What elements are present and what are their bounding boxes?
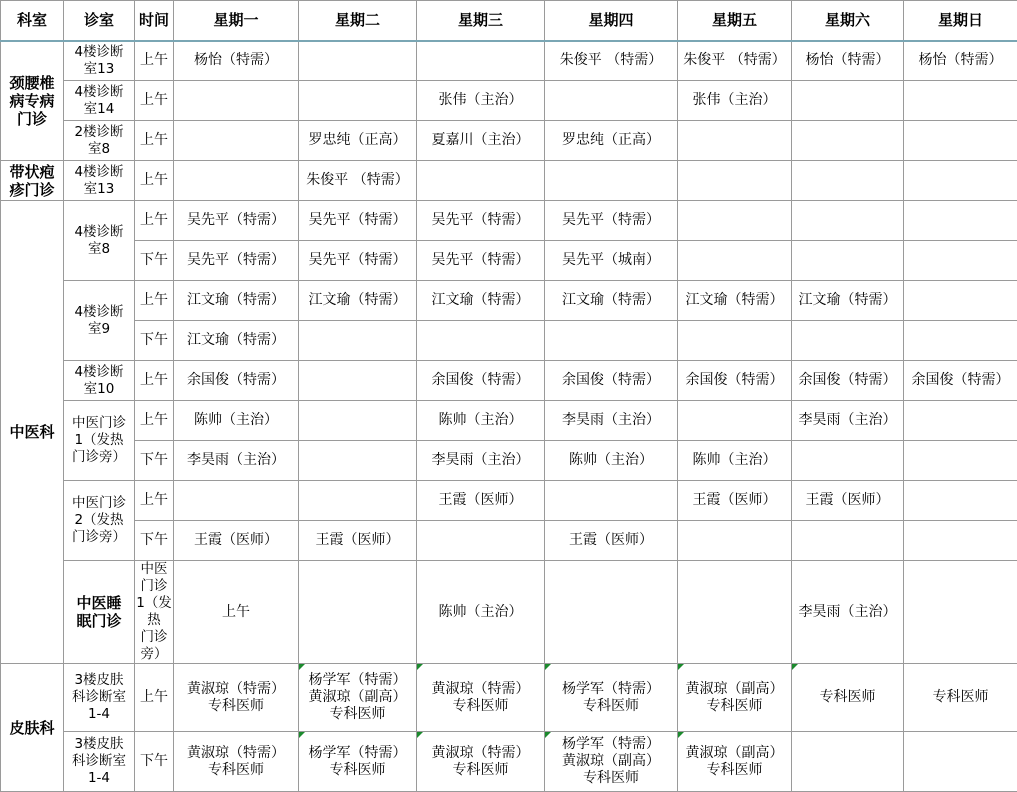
doctor-text: 朱俊平 （特需） <box>560 52 662 68</box>
doctor-cell <box>678 561 792 664</box>
doctor-cell <box>545 664 678 732</box>
doctor-cell <box>545 121 678 161</box>
doctor-text: 杨怡（特需） <box>194 52 278 68</box>
doctor-text: 黄淑琼（特需） 专科医师 <box>432 681 530 714</box>
doctor-cell <box>792 561 904 664</box>
doctor-text: 罗忠纯（正高） <box>562 132 660 148</box>
doctor-text: 吴先平（特需） <box>187 252 285 268</box>
doctor-cell <box>417 241 545 281</box>
column-header: 星期二 <box>299 1 417 41</box>
doctor-text: 王霞（医师） <box>194 532 278 548</box>
doctor-cell <box>904 321 1017 361</box>
table-row <box>1 361 1017 401</box>
time-cell: 下午 <box>135 521 174 561</box>
doctor-text: 夏嘉川（主治） <box>432 132 530 148</box>
doctor-text: 吴先平（特需） <box>309 212 407 228</box>
doctor-cell <box>545 361 678 401</box>
doctor-cell <box>174 241 299 281</box>
table-row <box>1 161 1017 201</box>
doctor-cell <box>904 401 1017 441</box>
table-row <box>1 441 1017 481</box>
doctor-text: 李昊雨（主治） <box>799 412 897 428</box>
doctor-cell <box>904 281 1017 321</box>
doctor-text: 黄淑琼（特需） 专科医师 <box>187 745 285 778</box>
doctor-text: 陈帅（主治） <box>693 452 777 468</box>
table-row <box>1 321 1017 361</box>
doctor-cell <box>678 81 792 121</box>
doctor-cell <box>299 441 417 481</box>
doctor-cell <box>678 361 792 401</box>
doctor-text: 余国俊（特需） <box>799 372 897 388</box>
comment-marker-icon <box>678 732 684 738</box>
doctor-text: 吴先平（特需） <box>432 212 530 228</box>
doctor-cell <box>174 401 299 441</box>
doctor-text: 江文瑜（特需） <box>686 292 784 308</box>
room-cell: 4楼诊断 室14 <box>64 81 135 121</box>
doctor-cell <box>678 401 792 441</box>
time-cell: 上午 <box>135 664 174 732</box>
doctor-text: 黄淑琼（副高） 专科医师 <box>686 745 784 778</box>
doctor-cell <box>792 321 904 361</box>
comment-marker-icon <box>678 664 684 670</box>
comment-marker-icon <box>792 664 798 670</box>
doctor-cell <box>299 321 417 361</box>
table-row <box>1 401 1017 441</box>
time-cell: 上午 <box>135 201 174 241</box>
comment-marker-icon <box>417 664 423 670</box>
doctor-cell <box>417 664 545 732</box>
doctor-cell <box>417 281 545 321</box>
room-cell: 4楼诊断 室8 <box>64 201 135 281</box>
doctor-cell <box>545 81 678 121</box>
doctor-cell <box>174 732 299 792</box>
doctor-text: 王霞（医师） <box>693 492 777 508</box>
doctor-text: 江文瑜（特需） <box>432 292 530 308</box>
doctor-cell <box>792 81 904 121</box>
doctor-cell <box>792 732 904 792</box>
table-row <box>1 201 1017 241</box>
department-cell: 中医睡 眠门诊 <box>64 561 135 664</box>
doctor-text: 王霞（医师） <box>439 492 523 508</box>
doctor-text: 吴先平（特需） <box>309 252 407 268</box>
doctor-text: 江文瑜（特需） <box>562 292 660 308</box>
doctor-cell <box>904 441 1017 481</box>
room-cell: 3楼皮肤 科诊断室 1-4 <box>64 732 135 792</box>
room-cell: 4楼诊断 室10 <box>64 361 135 401</box>
doctor-text: 张伟（主治） <box>439 92 523 108</box>
doctor-cell <box>417 321 545 361</box>
doctor-text: 李昊雨（主治） <box>187 452 285 468</box>
comment-marker-icon <box>545 732 551 738</box>
doctor-cell <box>299 241 417 281</box>
doctor-cell <box>792 521 904 561</box>
doctor-cell <box>299 201 417 241</box>
doctor-cell <box>417 561 545 664</box>
doctor-cell <box>904 81 1017 121</box>
department-cell: 颈腰椎 病专病 门诊 <box>1 41 64 161</box>
doctor-cell <box>678 321 792 361</box>
doctor-cell <box>174 664 299 732</box>
doctor-cell <box>904 41 1017 81</box>
doctor-text: 余国俊（特需） <box>686 372 784 388</box>
doctor-cell <box>174 121 299 161</box>
department-cell: 中医科 <box>1 201 64 664</box>
doctor-text: 余国俊（特需） <box>562 372 660 388</box>
doctor-cell <box>792 361 904 401</box>
table-row <box>1 241 1017 281</box>
doctor-text: 江文瑜（特需） <box>187 292 285 308</box>
doctor-cell <box>792 481 904 521</box>
time-cell: 上午 <box>135 121 174 161</box>
time-cell: 上午 <box>135 481 174 521</box>
doctor-text: 陈帅（主治） <box>569 452 653 468</box>
doctor-text: 专科医师 <box>933 689 989 705</box>
doctor-cell <box>545 201 678 241</box>
doctor-cell <box>904 561 1017 664</box>
column-header: 星期三 <box>417 1 545 41</box>
doctor-text: 王霞（医师） <box>569 532 653 548</box>
doctor-cell <box>678 521 792 561</box>
doctor-cell <box>904 121 1017 161</box>
doctor-cell <box>545 161 678 201</box>
doctor-cell <box>792 281 904 321</box>
doctor-cell <box>792 161 904 201</box>
doctor-cell <box>678 281 792 321</box>
doctor-cell <box>678 441 792 481</box>
doctor-text: 朱俊平 （特需） <box>306 172 408 188</box>
doctor-cell <box>792 241 904 281</box>
doctor-cell <box>904 521 1017 561</box>
room-cell: 4楼诊断 室9 <box>64 281 135 361</box>
doctor-text: 杨怡（特需） <box>806 52 890 68</box>
comment-marker-icon <box>299 732 305 738</box>
time-cell: 下午 <box>135 321 174 361</box>
doctor-cell <box>174 81 299 121</box>
department-cell: 带状疱 疹门诊 <box>1 161 64 201</box>
doctor-text: 江文瑜（特需） <box>187 332 285 348</box>
table-row <box>1 521 1017 561</box>
doctor-cell <box>904 664 1017 732</box>
doctor-cell <box>904 241 1017 281</box>
time-cell: 上午 <box>135 41 174 81</box>
table-header <box>1 1 1017 41</box>
doctor-cell <box>545 281 678 321</box>
doctor-cell <box>417 81 545 121</box>
doctor-cell <box>299 81 417 121</box>
doctor-cell <box>299 561 417 664</box>
doctor-cell <box>299 521 417 561</box>
doctor-text: 吴先平（特需） <box>187 212 285 228</box>
time-cell: 上午 <box>135 161 174 201</box>
table-body <box>1 41 1017 792</box>
time-cell: 下午 <box>135 241 174 281</box>
table-row <box>1 664 1017 732</box>
doctor-cell <box>417 481 545 521</box>
doctor-text: 杨学军（特需） 黄淑琼（副高） 专科医师 <box>309 672 407 722</box>
table-row <box>1 41 1017 81</box>
table-row <box>1 481 1017 521</box>
doctor-cell <box>417 201 545 241</box>
doctor-text: 杨学军（特需） 专科医师 <box>562 681 660 714</box>
table-row <box>1 281 1017 321</box>
doctor-text: 李昊雨（主治） <box>432 452 530 468</box>
doctor-cell <box>678 664 792 732</box>
time-cell: 上午 <box>135 401 174 441</box>
column-header: 时间 <box>135 1 174 41</box>
doctor-cell <box>174 521 299 561</box>
doctor-text: 余国俊（特需） <box>432 372 530 388</box>
column-header: 诊室 <box>64 1 135 41</box>
room-cell: 3楼皮肤 科诊断室 1-4 <box>64 664 135 732</box>
doctor-cell <box>545 481 678 521</box>
doctor-text: 余国俊（特需） <box>912 372 1010 388</box>
doctor-text: 江文瑜（特需） <box>799 292 897 308</box>
time-cell: 上午 <box>174 561 299 664</box>
doctor-text: 余国俊（特需） <box>187 372 285 388</box>
doctor-cell <box>545 561 678 664</box>
doctor-cell <box>174 281 299 321</box>
doctor-text: 黄淑琼（特需） 专科医师 <box>432 745 530 778</box>
column-header: 星期五 <box>678 1 792 41</box>
column-header: 星期四 <box>545 1 678 41</box>
doctor-cell <box>299 732 417 792</box>
doctor-cell <box>174 321 299 361</box>
doctor-cell <box>792 201 904 241</box>
doctor-text: 吴先平（特需） <box>432 252 530 268</box>
table-row <box>1 561 1017 664</box>
room-cell: 4楼诊断 室13 <box>64 41 135 81</box>
doctor-cell <box>904 201 1017 241</box>
doctor-cell <box>678 121 792 161</box>
doctor-cell <box>545 732 678 792</box>
column-header: 科室 <box>1 1 64 41</box>
doctor-text: 江文瑜（特需） <box>309 292 407 308</box>
doctor-text: 王霞（医师） <box>806 492 890 508</box>
doctor-cell <box>678 161 792 201</box>
table-row <box>1 121 1017 161</box>
doctor-text: 吴先平（特需） <box>562 212 660 228</box>
doctor-cell <box>792 401 904 441</box>
doctor-text: 张伟（主治） <box>693 92 777 108</box>
doctor-cell <box>545 41 678 81</box>
doctor-text: 杨怡（特需） <box>919 52 1003 68</box>
doctor-cell <box>417 121 545 161</box>
doctor-cell <box>417 521 545 561</box>
time-cell: 上午 <box>135 361 174 401</box>
doctor-text: 陈帅（主治） <box>439 604 523 620</box>
room-cell: 中医门诊 1（发热 门诊旁） <box>135 561 174 664</box>
doctor-cell <box>417 161 545 201</box>
doctor-cell <box>678 481 792 521</box>
doctor-text: 吴先平（城南） <box>562 252 660 268</box>
doctor-cell <box>792 441 904 481</box>
doctor-cell <box>174 481 299 521</box>
doctor-text: 李昊雨（主治） <box>562 412 660 428</box>
doctor-cell <box>678 241 792 281</box>
doctor-cell <box>299 664 417 732</box>
doctor-text: 李昊雨（主治） <box>799 604 897 620</box>
doctor-text: 黄淑琼（特需） 专科医师 <box>187 681 285 714</box>
doctor-cell <box>174 201 299 241</box>
doctor-cell <box>299 161 417 201</box>
doctor-cell <box>174 41 299 81</box>
doctor-cell <box>299 361 417 401</box>
doctor-cell <box>904 732 1017 792</box>
room-cell: 中医门诊 2（发热 门诊旁） <box>64 481 135 561</box>
doctor-text: 专科医师 <box>820 689 876 705</box>
time-cell: 上午 <box>135 281 174 321</box>
doctor-cell <box>299 401 417 441</box>
doctor-cell <box>417 732 545 792</box>
doctor-cell <box>417 41 545 81</box>
table-row <box>1 81 1017 121</box>
doctor-cell <box>299 41 417 81</box>
doctor-cell <box>545 241 678 281</box>
doctor-cell <box>792 664 904 732</box>
doctor-cell <box>174 361 299 401</box>
doctor-cell <box>678 41 792 81</box>
doctor-cell <box>417 361 545 401</box>
time-cell: 上午 <box>135 81 174 121</box>
doctor-cell <box>545 521 678 561</box>
doctor-cell <box>904 161 1017 201</box>
doctor-cell <box>904 481 1017 521</box>
doctor-text: 陈帅（主治） <box>439 412 523 428</box>
time-cell: 下午 <box>135 732 174 792</box>
doctor-text: 杨学军（特需） 专科医师 <box>309 745 407 778</box>
table-row <box>1 732 1017 792</box>
doctor-cell <box>545 401 678 441</box>
comment-marker-icon <box>417 732 423 738</box>
column-header: 星期六 <box>792 1 904 41</box>
comment-marker-icon <box>299 664 305 670</box>
room-cell: 4楼诊断 室13 <box>64 161 135 201</box>
doctor-cell <box>904 361 1017 401</box>
doctor-text: 王霞（医师） <box>316 532 400 548</box>
doctor-text: 杨学军（特需） 黄淑琼（副高） 专科医师 <box>562 736 660 786</box>
doctor-cell <box>678 732 792 792</box>
doctor-cell <box>545 321 678 361</box>
doctor-cell <box>678 201 792 241</box>
doctor-cell <box>299 121 417 161</box>
doctor-text: 陈帅（主治） <box>194 412 278 428</box>
doctor-cell <box>174 441 299 481</box>
doctor-text: 朱俊平 （特需） <box>683 52 785 68</box>
doctor-text: 罗忠纯（正高） <box>309 132 407 148</box>
room-cell: 2楼诊断 室8 <box>64 121 135 161</box>
doctor-cell <box>174 161 299 201</box>
doctor-cell <box>545 441 678 481</box>
department-cell: 皮肤科 <box>1 664 64 792</box>
doctor-cell <box>417 401 545 441</box>
doctor-cell <box>417 441 545 481</box>
column-header: 星期一 <box>174 1 299 41</box>
doctor-cell <box>299 281 417 321</box>
room-cell: 中医门诊 1（发热 门诊旁） <box>64 401 135 481</box>
comment-marker-icon <box>545 664 551 670</box>
column-header: 星期日 <box>904 1 1017 41</box>
doctor-cell <box>792 121 904 161</box>
header-row <box>1 1 1017 41</box>
doctor-text: 黄淑琼（副高） 专科医师 <box>686 681 784 714</box>
doctor-cell <box>299 481 417 521</box>
doctor-cell <box>792 41 904 81</box>
time-cell: 下午 <box>135 441 174 481</box>
